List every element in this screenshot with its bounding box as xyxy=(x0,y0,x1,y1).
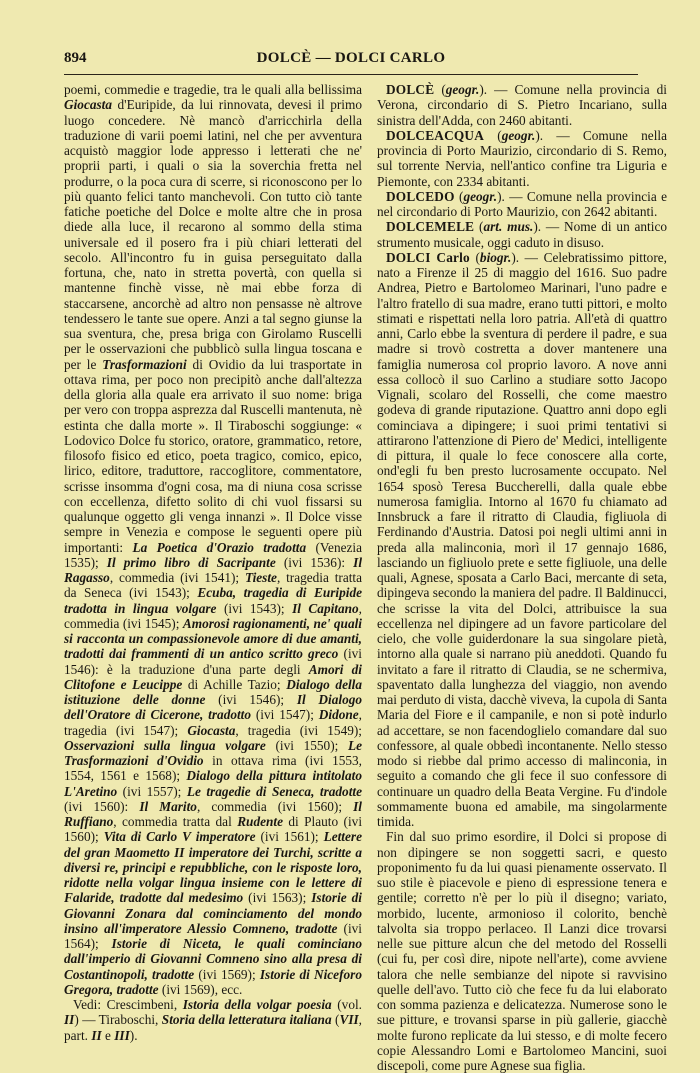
entry-dolceacqua: DOLCEACQUA (geogr.). — Comune nella provincia di Porto Maurizio, circondario di S. Remo, sul torrente Nervia, nell'antico confine tra Liguria e Piemonte, con 2334 abitanti. xyxy=(377,127,667,189)
entry-dolci-carlo: DOLCI Carlo (biogr.). — Celebratissimo pittore, nato a Firenze il 25 di maggio del 1616. Suo padre Andrea, Pietro e Bartolomeo Marinari, l'uno padre e l'altro fratello di sua madre, erano tutti pittori, e molto stimati e rispettati nella loro patria. All'età di quattro anni, Carlo ebbe la sventura di perdere il padre, e sua madre si trovò costretta a dover mantenere una famiglia numerosa col proprio lavoro. A nove anni essa collocò il suo Carlino a studiare sotto Jacopo Vignali, scolaro del Rosselli, che come maestro godeva di grande riputazione. Quattro anni dopo egli cominciava a dipingere; i suoi primi tentativi si attirarono l'attenzione di Piero de' Medici, intelligente di pittura, il quale lo fece conoscere alla corte, ond'egli fu ben presto lucrosamente occupato. Nel 1654 sposò Teresa Buccherelli, dalla quale ebbe numerosa famiglia. Intorno al 1670 fu chiamato ad Innsbruck a fare il ritratto di Claudia, figliuola di Ferdinando d'Austria. Datosi poi negli ultimi anni in preda alla malinconia, morì il 17 gennajo 1686, lasciando un figliuolo prete e sette figliuole, una delle quali, Agnese, sposata a Carlo Baci, mercante di seta, dipingeva secondo la maniera del padre. Il Baldinucci, che scrisse la vita del Dolci, attribuisce la sua eccellenza nel dipingere ad un favore particolare del cielo, che volle guiderdonare la sua singolare pietà, intorno alla quale si narrano più aneddoti. Quando fu invitato a fare il ritratto di Claudia, se ne schermiva, spaventato dalla lunghezza del viaggio, non avendo mai perduto di vista, dacchè viveva, la cupola di Santa Maria del Fiore e il campanile, e non si potè indurlo ad accettare, se non facendoglielo comandare dal suo confessore, al quale obbedì incontanente. Nello stesso modo si riebbe dal primo accesso di malinconia, in seguito a comando che gli fece il suo confessore di continuare un quadro della Beata Vergine. Fu d'indole sommamente buona ed amabile, ma singolarmente timida. xyxy=(377,249,667,829)
entry-dolce-geogr: DOLCÈ (geogr.). — Comune nella provincia di Verona, circondario di S. Pietro Incariano, sulla sinistra dell'Adda, con 2460 abitanti. xyxy=(377,82,667,128)
dolce-biography-continuation: poemi, commedie e tragedie, tra le quali alla bellissima Giocasta d'Euripide, da lui rinnovata, devesi il primo luogo concedere. Nè mancò d'arricchirla della traduzione di varii poemi latini, nel che per avventura acquistò maggior lode appresso i letterati che ne' proprii parti, i quali o sia la soverchia fretta nel produrre, o la poca cura di scerre, si riconoscono per lo più quanto felici tanto manchevoli. Con tutto ciò tante fatiche poetiche del Dolce e molte altre che in prosa diede alla luce, il recarono al sommo della stima universale ed il posero fra i più chiari letterati del secolo. All'incontro fu in guisa perseguitato dalla fortuna, che, nato in stretta povertà, con quella si mantenne finchè visse, nè mai ebbe forza di staccarsene, ancorchè ad altro non pensasse nè altrove tendessero le tante sue opere. Anzi a tal segno giunse la sua sventura, che, presa briga con Girolamo Ruscelli per le osservazioni che pubblicò sulla lingua toscana e per le Trasformazioni di Ovidio da lui trasportate in ottava rima, per poco non precipitò anche dall'altezza della gloria alla quale era arrivato il suo nome: briga per vero con troppa asprezza dal Ruscelli mantenuta, nè estinta che dalla morte ». Il Tiraboschi soggiunge: « Lodovico Dolce fu storico, oratore, grammatico, retore, filosofo fisico ed etico, poeta tragico, comico, epico, lirico, editore, traduttore, raccoglitore, commentatore, scrisse insomma d'ogni cosa, ma di niuna cosa scrisse con eccellenza, difetto solito di chi vuol fissarsi su qualunque oggetto gli venga innanzi ». Il Dolce visse sempre in Venezia e compose le seguenti opere più importanti: La Poetica d'Orazio tradotta (Venezia 1535); Il primo libro di Sacripante (ivi 1536): Il Ragasso, commedia (ivi 1541); Tieste, tragedia tratta da Seneca (ivi 1543); Ecuba, tragedia di Euripide tradotta in lingua volgare (ivi 1543); Il Capitano, commedia (ivi 1545); Amorosi ragionamenti, ne' quali si racconta un compassionevole amore di due amanti, tradotti dai frammenti di un antico scritto greco (ivi 1546): è la traduzione d'una parte degli Amori di Clitofone e Leucippe di Achille Tazio; Dialogo della istituzione delle donne (ivi 1546); Il Dialogo dell'Oratore di Cicerone, tradotto (ivi 1547); Didone, tragedia (ivi 1547); Giocasta, tragedia (ivi 1549); Osservazioni sulla lingua volgare (ivi 1550); Le Trasformazioni d'Ovidio in ottava rima (ivi 1553, 1554, 1561 e 1568); Dialogo della pittura intitolato L'Aretino (ivi 1557); Le tragedie di Seneca, tradotte (ivi 1560): Il Marito, commedia (ivi 1560); Il Ruffiano, commedia tratta dal Rudente di Plauto (ivi 1560); Vita di Carlo V imperatore (ivi 1561); Lettere del gran Maometto II imperatore dei Turchi, scritte a diversi re, principi e repubbliche, con le risposte loro, ridotte nella volgar lingua insieme con le lettere di Falaride, tradotte dal medesimo (ivi 1563); Istorie di Giovanni Zonara dal cominciamento del mondo insino all'imperatore Alessio Comneno, tradotte (ivi 1564); Istorie di Niceta, le quali cominciano dall'imperio di Giovanni Comneno sino alla presa di Costantinopoli, tradotte (ivi 1569); Istorie di Niceforo Gregora, tradotte (ivi 1569), ecc. xyxy=(64,82,363,997)
running-head: DOLCÈ — DOLCI CARLO xyxy=(256,50,446,66)
entry-dolcemele: DOLCEMELE (art. mus.). — Nome di un antico strumento musicale, oggi caduto in disuso. xyxy=(377,219,667,250)
entry-dolcedo: DOLCEDO (geogr.). — Comune nella provincia e nel circondario di Porto Maurizio, con 2642 abitanti. xyxy=(377,188,667,219)
header-rule xyxy=(64,74,638,75)
dolci-carlo-style-paragraph: Fin dal suo primo esordire, il Dolci si propose di non dipingere se non soggetti sacri, e questo proponimento fu da lui quasi pienamente osservato. Il suo stile è piacevole e pieno di espressione tenera e gentile; corretto n'è per lo più il disegno; variato, morbido, lucente, armonioso il colorito, benchè talvolta sia troppo perlaceo. Il Lanzi dice trovarsi nelle sue pitture alcun che del metodo del Rosselli (cui fu, per così dire, nipote nell'arte), come avviene talora che nelle sembianze del nipote si ravvisino quelle dell'avo. Tutto ciò che fece fu da lui elaborato con somma pazienza e delicatezza. Numerose sono le sue pitture, e trovansi sparse in più gallerie, giacchè molte furono replicate da lui stesso, e di molte fecero copie Alessandro Lomi e Bartolomeo Mancini, suoi discepoli, come pure Agnese sua figlia. xyxy=(377,829,667,1073)
right-column xyxy=(377,82,667,1073)
page-number: 894 xyxy=(64,50,87,66)
page-header xyxy=(64,50,638,74)
dolce-bibliography: Vedi: Crescimbeni, Istoria della volgar poesia (vol. II) — Tiraboschi, Storia della letteratura italiana (VII, part. II e III). xyxy=(64,997,362,1043)
left-column xyxy=(64,82,363,1043)
